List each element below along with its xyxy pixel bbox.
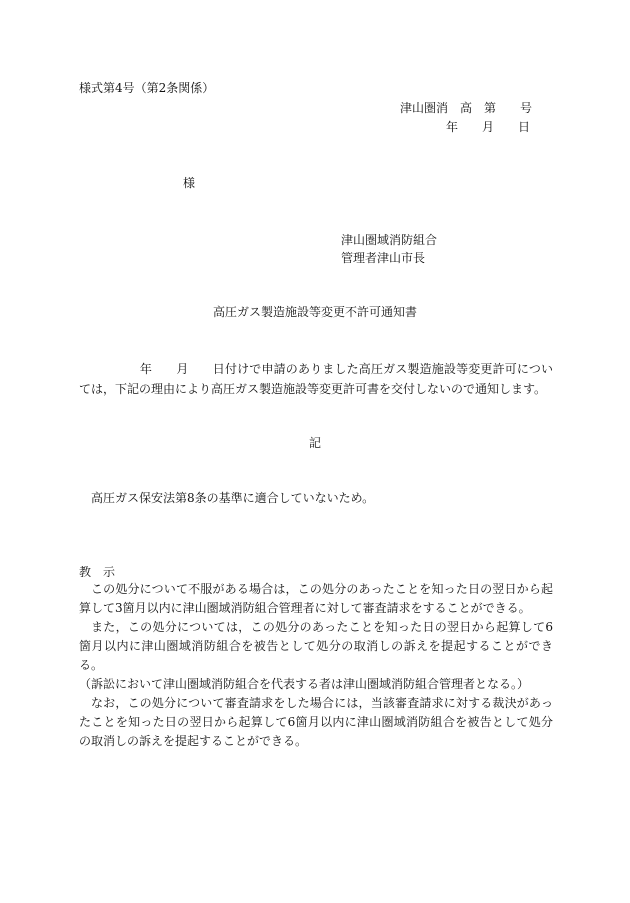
document-number: 津山圏消 高 第 号 xyxy=(400,101,533,115)
sender-organization: 津山圏域消防組合 xyxy=(341,233,438,247)
kyoji-paragraph-4: なお，この処分について審査請求をした場合には，当該審査請求に対する裁決があったことを知った日の翌日から起算して6箇月以内に津山圏域消防組合を被告として処分の取消しの訴えを提起することができる。 xyxy=(79,696,553,748)
kyoji-section xyxy=(79,580,553,751)
kyoji-heading: 教 示 xyxy=(79,565,116,579)
document-title: 高圧ガス製造施設等変更不許可通知書 xyxy=(212,305,417,319)
ki-heading: 記 xyxy=(308,436,321,450)
kyoji-paragraph-2: また，この処分については，この処分のあったことを知った日の翌日から起算して6箇月以内に津山圏域消防組合を被告として処分の取消しの訴えを提起することができる。 xyxy=(79,620,553,672)
sender-name: 管理者津山市長 xyxy=(341,251,426,265)
kyoji-paragraph-3: （訴訟において津山圏域消防組合を代表する者は津山圏域消防組合管理者となる。） xyxy=(79,677,530,691)
document-date: 年 月 日 xyxy=(446,120,531,134)
kyoji-paragraph-1: この処分について不服がある場合は，この処分のあったことを知った日の翌日から起算して3箇月以内に津山圏域消防組合管理者に対して審査請求をすることができる。 xyxy=(79,582,553,615)
reason-text: 高圧ガス保安法第8条の基準に適合していないため。 xyxy=(91,491,375,505)
form-label: 様式第4号（第2条関係） xyxy=(79,81,215,95)
notice-body: 年 月 日付けで申請のありました高圧ガス製造施設等変更許可については，下記の理由により高圧ガス製造施設等変更許可書を交付しないので通知します。 xyxy=(79,362,553,396)
addressee: 様 xyxy=(183,176,196,190)
